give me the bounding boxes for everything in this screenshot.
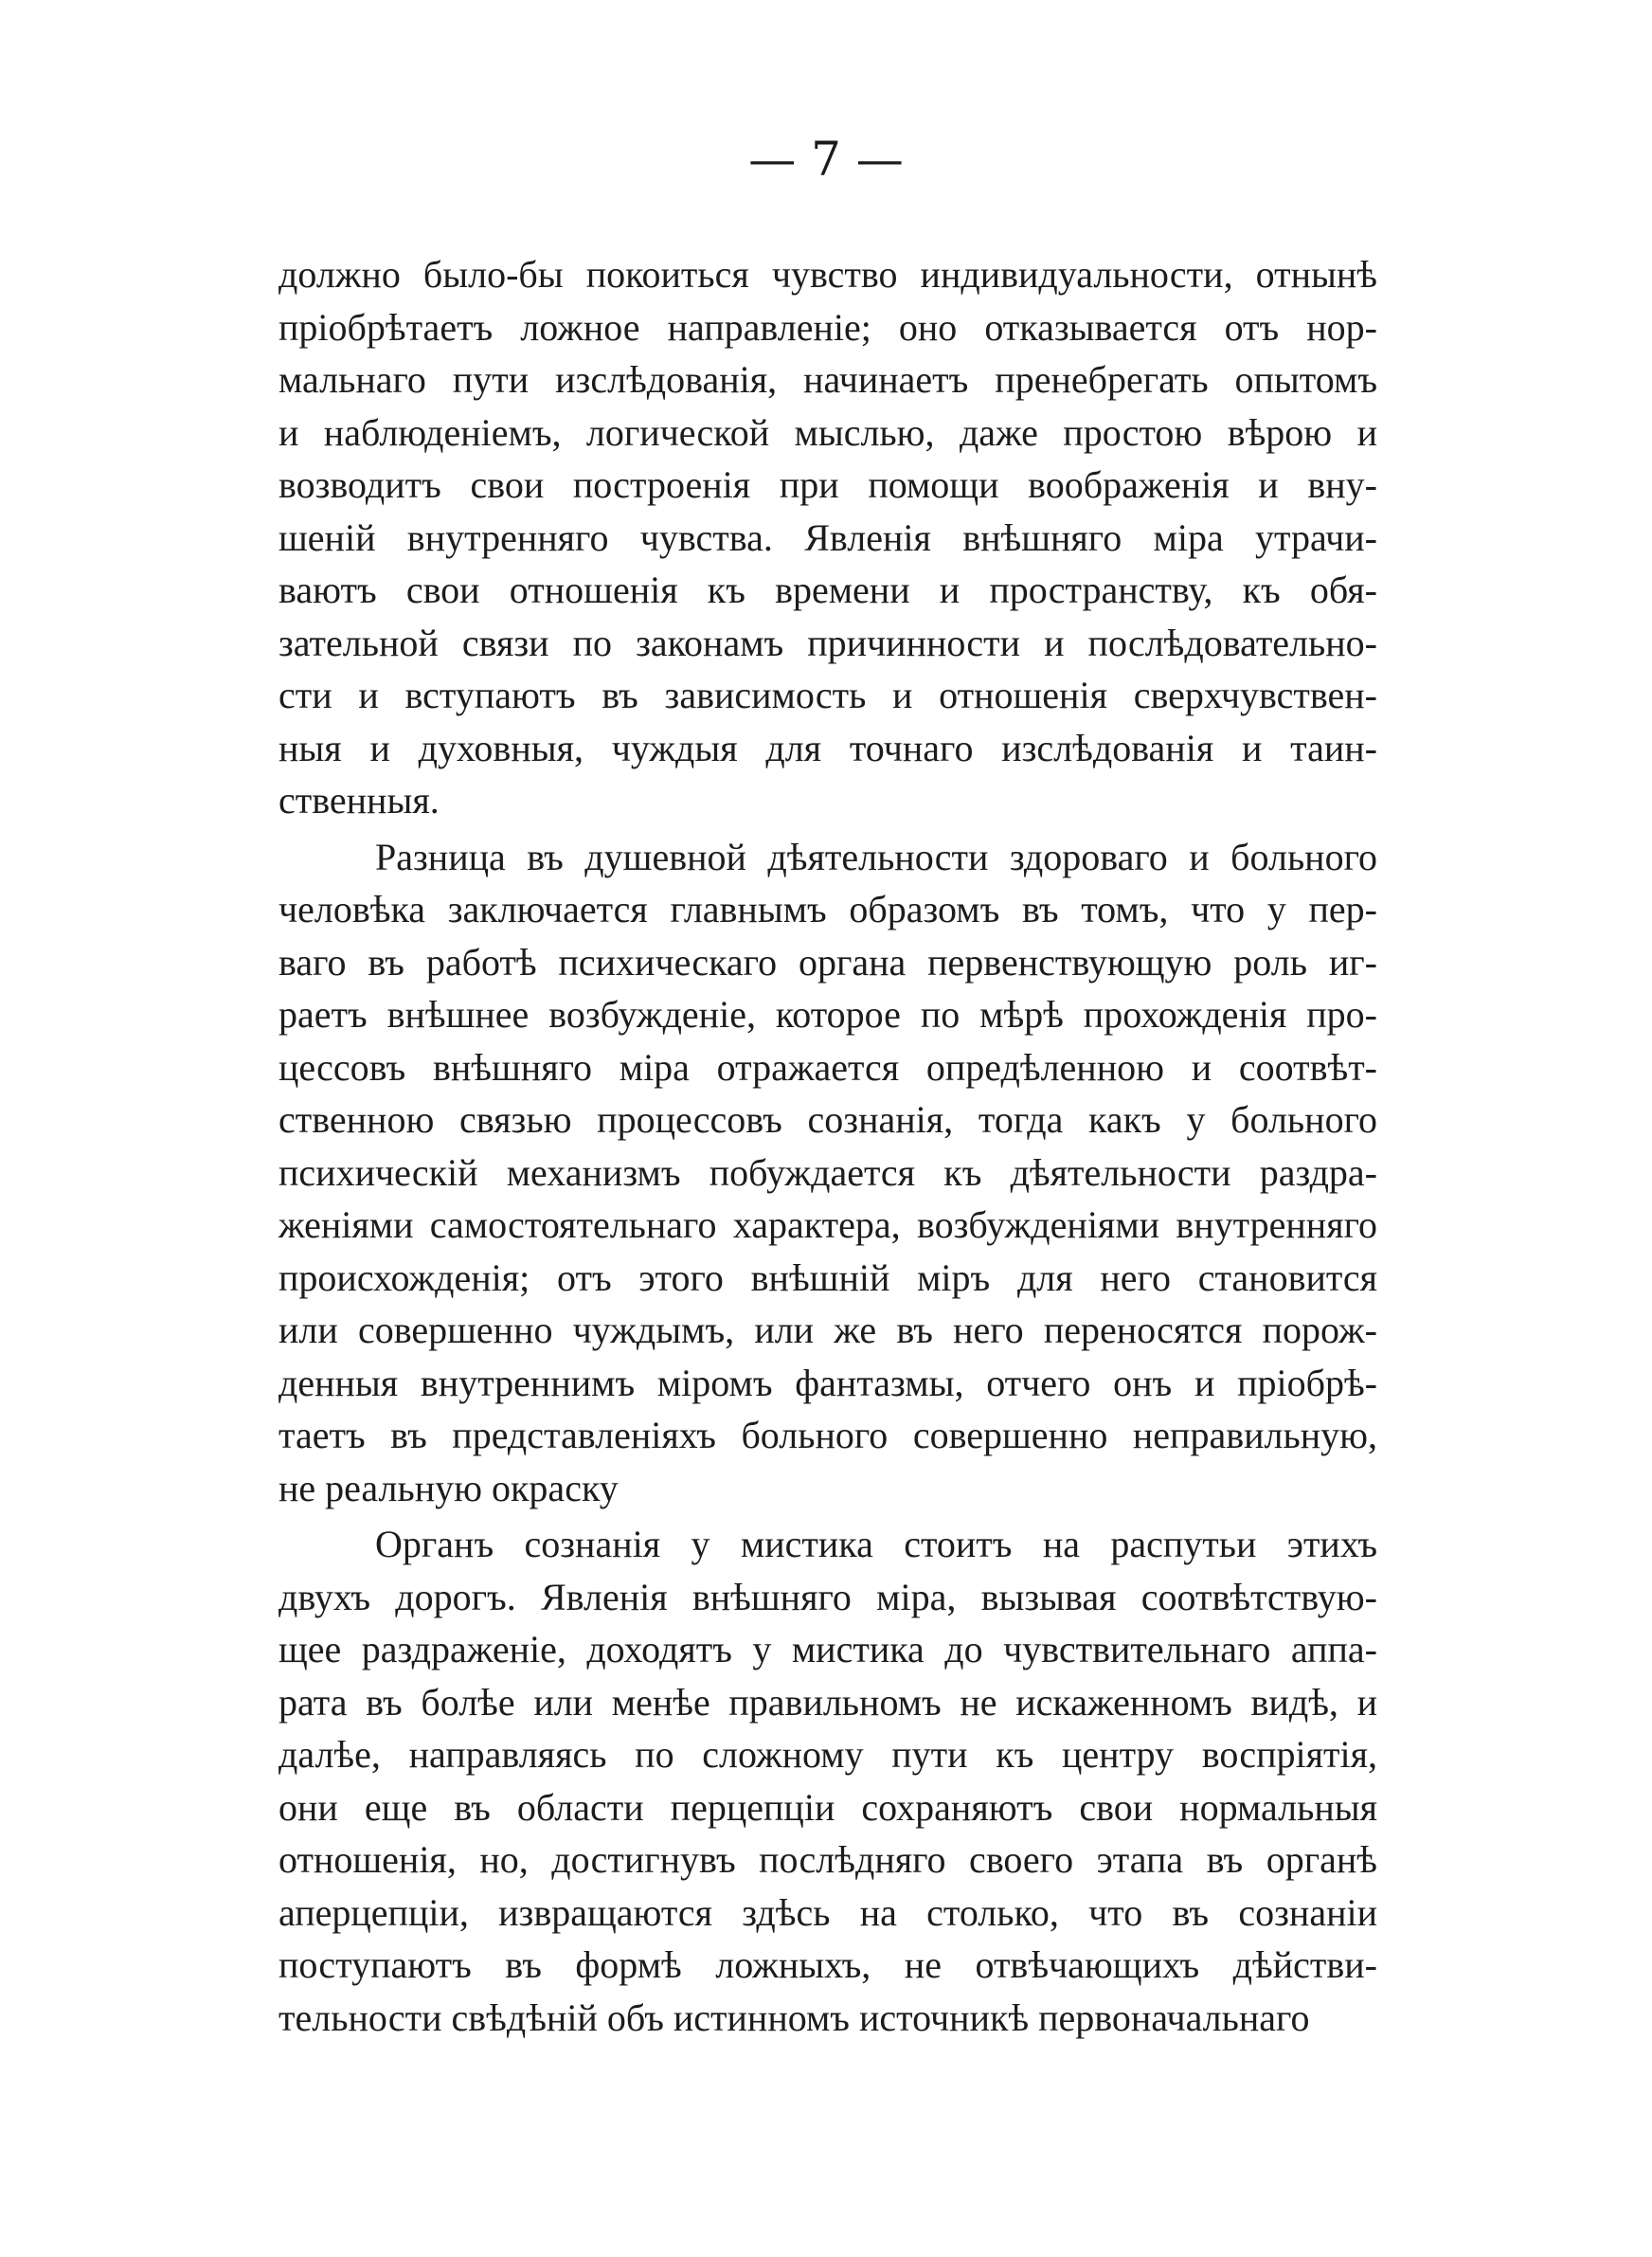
text-line: поступаютъ въ формѣ ложныхъ, не отвѣчающихъ дѣйстви- [278, 1943, 1377, 1986]
text-line: ваютъ свои отношенія къ времени и пространству, къ обя- [278, 569, 1377, 611]
text-line: ственныя. [278, 779, 440, 822]
text-line: двухъ дорогъ. Явленія внѣшняго міра, вызывая соотвѣтствую- [278, 1575, 1377, 1618]
text-line: рата въ болѣе или менѣе правильномъ не искаженномъ видѣ, и [278, 1680, 1377, 1724]
text-line: тельности свѣдѣній объ истинномъ источникѣ первоначальнаго [278, 1995, 1310, 2039]
text-line: цессовъ внѣшняго міра отражается опредѣленною и соотвѣт- [278, 1045, 1377, 1089]
text-line: зательной связи по законамъ причинности и послѣдовательно- [278, 621, 1377, 664]
text-line: далѣе, направляясь по сложному пути къ центру воспріятія, [278, 1733, 1377, 1776]
body-text [278, 248, 1377, 2044]
text-line: человѣка заключается главнымъ образомъ въ томъ, что у пер- [278, 888, 1377, 930]
text-line: или совершенно чуждымъ, или же въ него переносятся порож- [278, 1309, 1377, 1351]
paragraph [278, 831, 1377, 1515]
text-line: ственною связью процессовъ сознанія, тогда какъ у больного [278, 1098, 1377, 1141]
text-line: щее раздраженіе, доходятъ у мистика до чувствительнаго аппа- [278, 1628, 1377, 1670]
text-line: мальнаго пути изслѣдованія, начинаетъ пренебрегать опытомъ [278, 358, 1377, 401]
text-line: женіями самостоятельнаго характера, возбужденіями внутренняго [278, 1203, 1377, 1246]
text-line: сти и вступаютъ въ зависимость и отношенія сверхчувствен- [278, 674, 1377, 716]
paragraph [278, 248, 1377, 827]
text-line: шеній внутренняго чувства. Явленія внѣшняго міра утрачи- [278, 515, 1377, 559]
page-number: — 7 — [748, 132, 904, 187]
paragraph [278, 1518, 1377, 2044]
text-line: происхожденія; отъ этого внѣшній міръ для него становится [278, 1255, 1377, 1299]
text-line: таетъ въ представленіяхъ больного совершенно неправильную, [278, 1414, 1377, 1456]
text-line: не реальную окраску [278, 1466, 619, 1509]
text-line: денныя внутреннимъ міромъ фантазмы, отчего онъ и пріобрѣ- [278, 1361, 1377, 1404]
text-line: и наблюденіемъ, логической мыслью, даже простою вѣрою и [278, 410, 1377, 454]
text-line: должно было-бы покоиться чувство индивидуальности, отнынѣ [278, 253, 1377, 296]
text-line: психическій механизмъ побуждается къ дѣятельности раздра- [278, 1150, 1377, 1194]
text-line: Органъ сознанія у мистика стоитъ на распутьи этихъ [375, 1523, 1377, 1565]
text-line: Разница въ душевной дѣятельности здороваго и больного [375, 835, 1377, 878]
text-line: аперцепціи, извращаются здѣсь на столько, что въ сознаніи [278, 1890, 1377, 1934]
text-line: ваго въ работѣ психическаго органа первенствующую роль иг- [278, 940, 1377, 984]
text-line: раетъ внѣшнее возбужденіе, которое по мѣрѣ прохожденія про- [278, 993, 1377, 1036]
text-line: возводитъ свои построенія при помощи воображенія и вну- [278, 463, 1377, 506]
text-line: ныя и духовныя, чуждыя для точнаго изслѣдованія и таин- [278, 726, 1377, 769]
text-line: отношенія, но, достигнувъ послѣдняго своего этапа въ органѣ [278, 1838, 1377, 1881]
text-line: пріобрѣтаетъ ложное направленіе; оно отказывается отъ нор- [278, 305, 1377, 349]
text-line: они еще въ области перцепціи сохраняютъ свои нормальныя [278, 1785, 1377, 1829]
